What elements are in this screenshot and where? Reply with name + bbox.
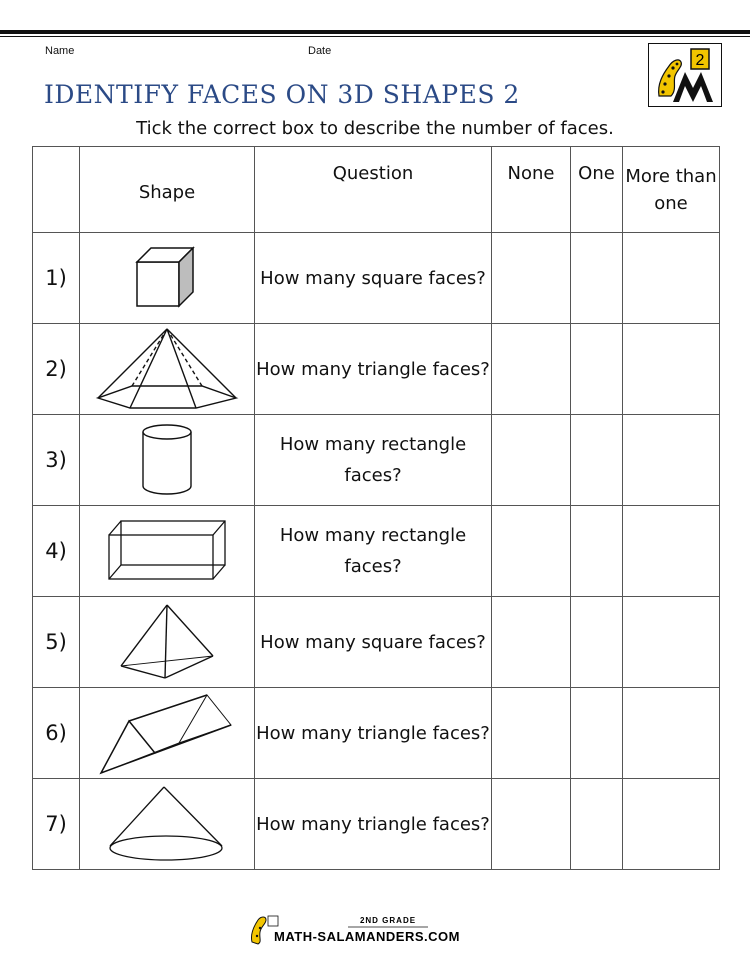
none-checkbox[interactable] xyxy=(492,688,571,779)
header-number xyxy=(33,147,80,233)
question-cell: How many rectangle faces? xyxy=(255,506,492,597)
faces-table xyxy=(32,146,720,870)
none-checkbox[interactable] xyxy=(492,779,571,870)
one-checkbox[interactable] xyxy=(571,688,623,779)
cylinder-icon xyxy=(139,422,195,498)
question-cell: How many triangle faces? xyxy=(255,779,492,870)
name-label: Name xyxy=(45,45,75,57)
table-row xyxy=(33,324,720,415)
question-cell: How many triangle faces? xyxy=(255,324,492,415)
one-checkbox[interactable] xyxy=(571,597,623,688)
top-rule xyxy=(0,30,750,34)
table-header-row xyxy=(33,147,720,233)
triangular-prism-icon xyxy=(99,691,235,775)
row-number: 7) xyxy=(33,779,80,870)
page-title: IDENTIFY FACES ON 3D SHAPES 2 xyxy=(44,80,520,109)
one-checkbox[interactable] xyxy=(571,415,623,506)
more-than-one-checkbox[interactable] xyxy=(623,779,720,870)
one-checkbox[interactable] xyxy=(571,506,623,597)
question-cell: How many triangle faces? xyxy=(255,688,492,779)
none-checkbox[interactable] xyxy=(492,233,571,324)
header-one: One xyxy=(571,147,623,233)
none-checkbox[interactable] xyxy=(492,597,571,688)
table-row xyxy=(33,779,720,870)
table-row xyxy=(33,415,720,506)
instructions: Tick the correct box to describe the number of faces. xyxy=(136,118,614,139)
hexagonal-pyramid-icon xyxy=(92,326,242,412)
math-salamanders-logo xyxy=(648,43,722,107)
footer-logo xyxy=(248,912,470,946)
question-cell: How many square faces? xyxy=(255,233,492,324)
header-question: Question xyxy=(255,147,492,233)
row-number: 2) xyxy=(33,324,80,415)
logo-grade: 2 xyxy=(695,52,705,69)
more-than-one-checkbox[interactable] xyxy=(623,688,720,779)
more-than-one-checkbox[interactable] xyxy=(623,415,720,506)
question-cell: How many square faces? xyxy=(255,597,492,688)
row-number: 5) xyxy=(33,597,80,688)
question-cell: How many rectangle faces? xyxy=(255,415,492,506)
table-row xyxy=(33,597,720,688)
footer-site: MATH-SALAMANDERS.COM xyxy=(274,929,460,944)
triangular-pyramid-icon xyxy=(117,602,217,682)
cone-icon xyxy=(106,784,228,864)
date-label: Date xyxy=(308,45,332,57)
one-checkbox[interactable] xyxy=(571,233,623,324)
header-more-than-one: More than one xyxy=(623,147,720,233)
table-row xyxy=(33,688,720,779)
table-row xyxy=(33,233,720,324)
one-checkbox[interactable] xyxy=(571,324,623,415)
one-checkbox[interactable] xyxy=(571,779,623,870)
none-checkbox[interactable] xyxy=(492,324,571,415)
cuboid-icon xyxy=(105,517,229,585)
top-rule-thin xyxy=(0,36,750,37)
more-than-one-checkbox[interactable] xyxy=(623,597,720,688)
more-than-one-checkbox[interactable] xyxy=(623,506,720,597)
row-number: 3) xyxy=(33,415,80,506)
header-none: None xyxy=(492,147,571,233)
none-checkbox[interactable] xyxy=(492,506,571,597)
row-number: 1) xyxy=(33,233,80,324)
table-row xyxy=(33,506,720,597)
row-number: 4) xyxy=(33,506,80,597)
footer-grade: 2ND GRADE xyxy=(359,916,417,925)
cube-icon xyxy=(131,244,203,312)
none-checkbox[interactable] xyxy=(492,415,571,506)
more-than-one-checkbox[interactable] xyxy=(623,324,720,415)
row-number: 6) xyxy=(33,688,80,779)
more-than-one-checkbox[interactable] xyxy=(623,233,720,324)
header-shape: Shape xyxy=(80,147,255,233)
